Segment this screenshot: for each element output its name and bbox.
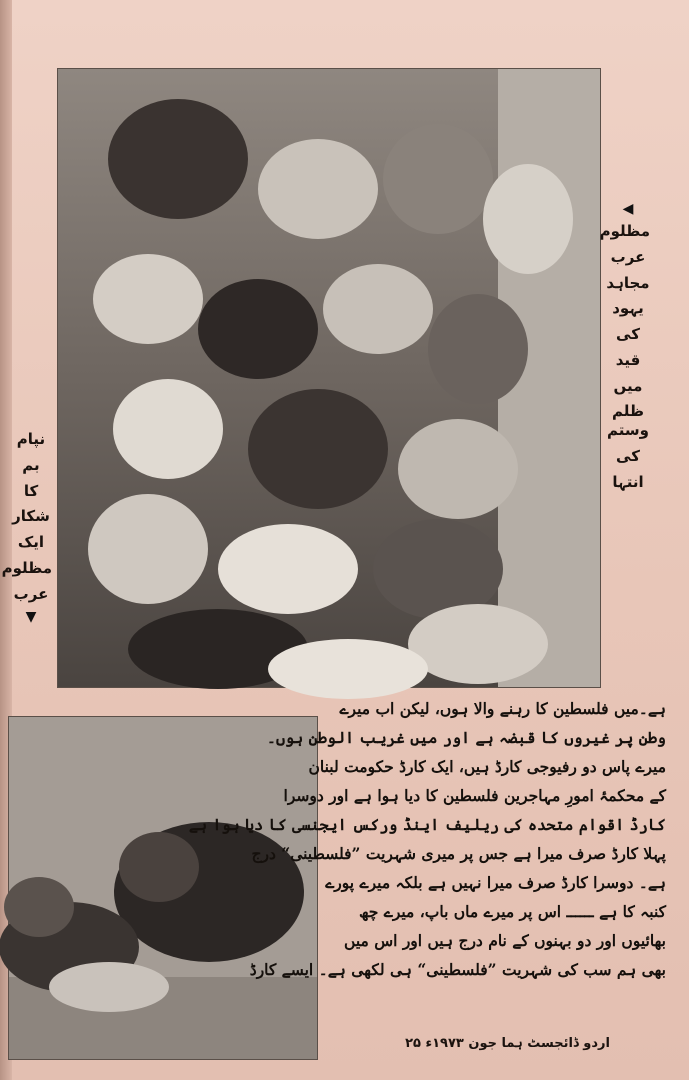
caption-word: یہود: [612, 299, 644, 318]
caption-word: مظلوم: [599, 222, 650, 240]
right-photo-caption: [599, 200, 650, 498]
body-line: وطن پر غیروں کا قبضہ ہے اور میں غریب الوطن ہوں۔: [266, 728, 666, 747]
napalm-victim-photograph: [8, 716, 318, 1060]
napalm-victim-photo-drawing: [9, 717, 317, 1059]
caption-word: ظلم وستم: [607, 402, 649, 439]
caption-word: بم: [22, 455, 40, 474]
caption-word: کا: [23, 481, 39, 500]
prisoners-photograph: [57, 68, 601, 688]
caption-word: کی: [616, 446, 640, 465]
body-line: کنبہ کا ہے ــــــ اس پر میرے ماں باپ، میرے چھ: [358, 902, 666, 921]
triangle-down-icon: ▼: [25, 609, 37, 626]
caption-word: ایک: [17, 533, 45, 551]
prisoners-photo-drawing: [58, 69, 600, 687]
body-line: پہلا کارڈ صرف میرا ہے جس پر میری شہریت ”فلسطینی“ درج: [251, 844, 666, 863]
body-line: کے محکمۂ امورِ مہاجرین فلسطین کا دیا ہوا ہے اور دوسرا: [283, 786, 666, 805]
caption-word: نپام: [16, 430, 46, 448]
body-line: بھی ہم سب کی شہریت ”فلسطینی“ ہی لکھی ہے۔ ایسے کارڈ: [249, 960, 666, 979]
caption-word: مجاہد: [606, 273, 650, 292]
caption-word: قید: [615, 350, 641, 369]
caption-word: شکار: [12, 507, 50, 526]
caption-word: میں: [613, 376, 643, 395]
caption-word: کی: [616, 325, 640, 343]
body-line: کارڈ اقوام متحدہ کی ریلیف اینڈ ورکس ایجنسی کا دیا ہوا ہے: [188, 815, 666, 834]
body-line: میرے پاس دو رفیوجی کارڈ ہیں، ایک کارڈ حکومت لبنان: [308, 757, 666, 776]
left-photo-caption: [1, 430, 52, 630]
caption-word: عرب: [13, 584, 49, 603]
caption-word: مظلوم: [1, 558, 52, 577]
article-body: [188, 694, 666, 1024]
page-footer: اردو ڈائجسٹ ہما جون ۱۹۷۳ء ۲۵: [405, 1036, 610, 1051]
body-line: بھائیوں اور دو بہنوں کے نام درج ہیں اور اس میں: [344, 931, 666, 950]
caption-word: عرب: [610, 247, 646, 266]
body-line: ہے۔ دوسرا کارڈ صرف میرا نہیں ہے بلکہ میرے پورے: [325, 873, 666, 892]
body-line: ہے۔میں فلسطین کا رہنے والا ہوں، لیکن اب میرے: [339, 699, 666, 718]
caption-word: انتہا: [612, 472, 644, 491]
triangle-pointer-icon: ◀: [622, 201, 634, 217]
